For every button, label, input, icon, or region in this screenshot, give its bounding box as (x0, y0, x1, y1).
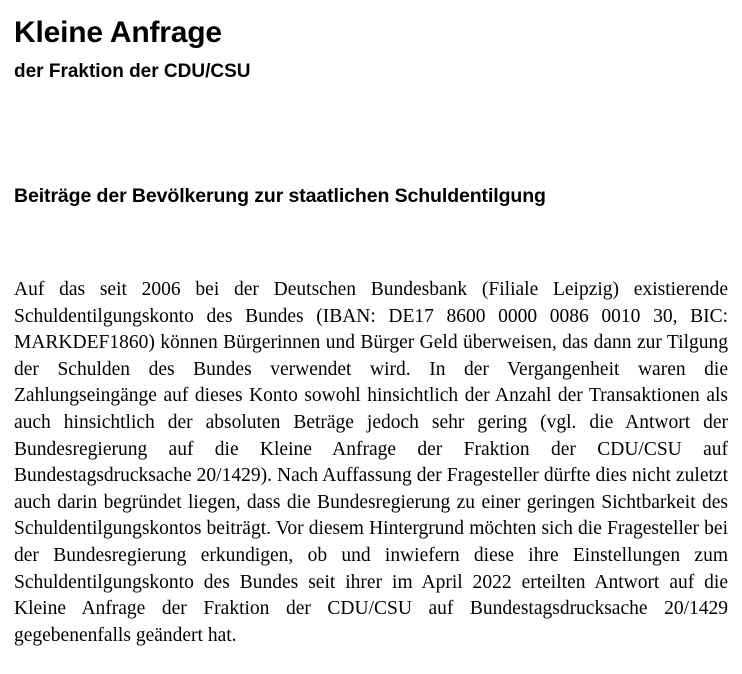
page-title: Kleine Anfrage (14, 16, 222, 49)
document-body-paragraph: Auf das seit 2006 bei der Deutschen Bundesbank (Filiale Leipzig) existierende Schuldentilgungskonto des Bundes (IBAN: DE17 8600 0000 0086 0010 30, BIC: MARKDEF1860) können Bürgerinnen und Bürger Geld überweisen, das dann zur Tilgung der Schulden des Bundes verwendet wird. In der Vergangenheit waren die Zahlungseingänge auf dieses Konto sowohl hinsichtlich der Anzahl der Transaktionen als auch hinsichtlich der absoluten Beträge jedoch sehr gering (vgl. die Antwort der Bundesregierung auf die Kleine Anfrage der Fraktion der CDU/CSU auf Bundestagsdrucksache 20/1429). Nach Auffassung der Fragesteller dürfte dies nicht zuletzt auch darin begründet liegen, dass die Bundesregierung zu einer geringen Sichtbarkeit des Schuldentilgungskontos beiträgt. Vor diesem Hintergrund möchten sich die Fragesteller bei der Bundesregierung erkundigen, ob und inwiefern diese ihre Einstellungen zum Schuldentilgungskonto des Bundes seit ihrer im April 2022 erteilten Antwort auf die Kleine Anfrage der Fraktion der CDU/CSU auf Bundestagsdrucksache 20/1429 gegebenenfalls geändert hat. (14, 279, 728, 646)
document-subtitle: der Fraktion der CDU/CSU (14, 61, 251, 82)
document-heading: Beiträge der Bevölkerung zur staatlichen Schuldentilgung (14, 185, 546, 207)
